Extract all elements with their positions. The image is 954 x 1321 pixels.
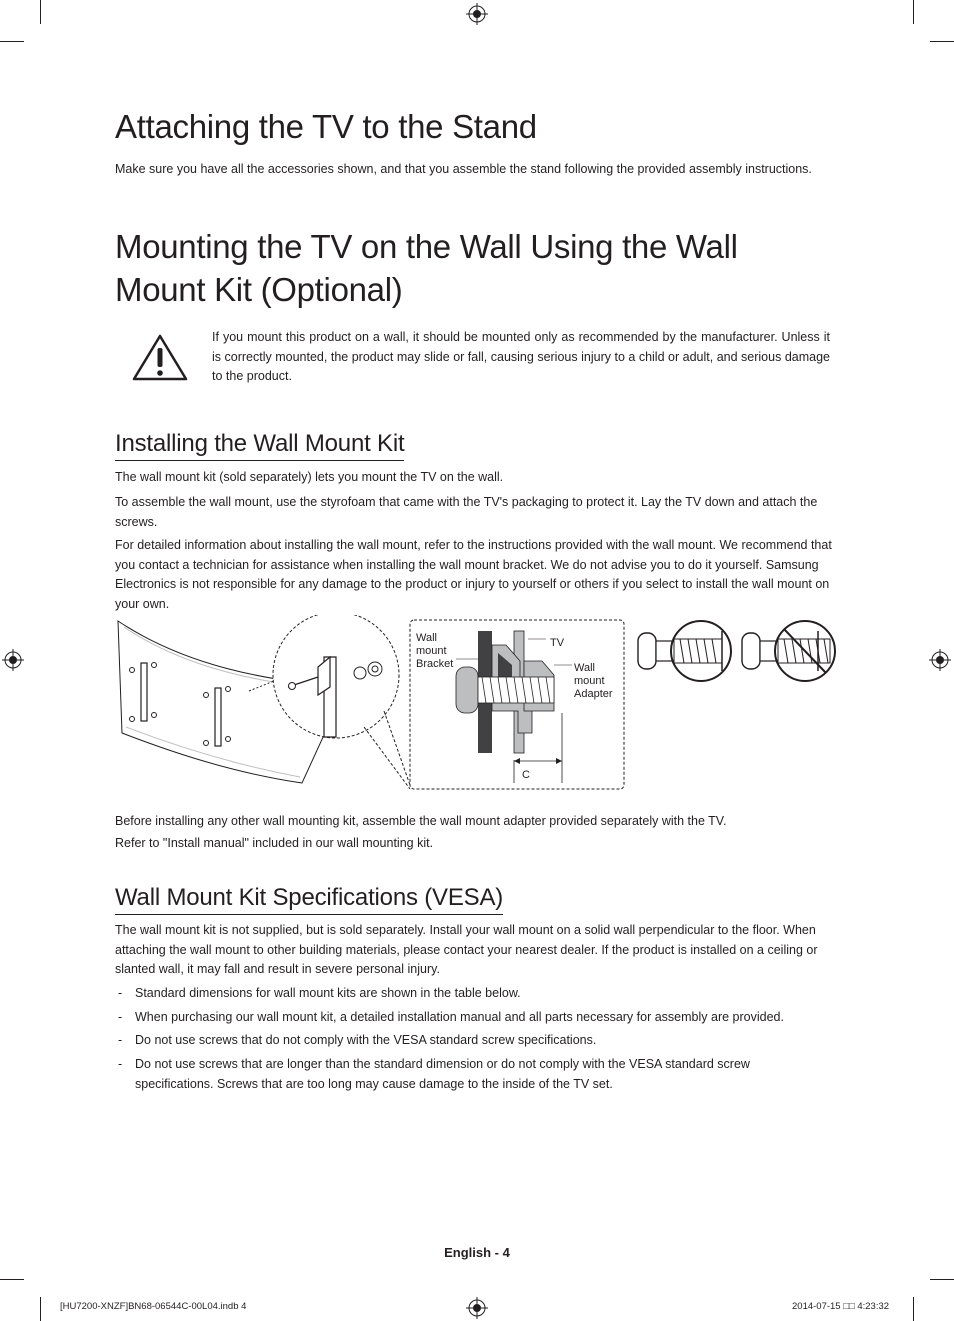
wall-mount-diagram xyxy=(114,615,874,795)
crop-mark xyxy=(40,0,41,24)
crop-mark xyxy=(913,0,914,24)
label-adapter-2: mount xyxy=(574,675,605,687)
bullet-dash: - xyxy=(118,1010,123,1024)
attach-description: Make sure you have all the accessories shown, and that you assemble the stand following the provided assembly instructions. xyxy=(115,162,812,176)
bullet-text: Standard dimensions for wall mount kits are shown in the table below. xyxy=(135,986,521,1000)
prohibited-screw-icon xyxy=(742,621,835,681)
crop-mark xyxy=(930,1279,954,1280)
correct-screw-icon xyxy=(638,621,731,681)
cross-section-illustration xyxy=(410,620,624,789)
print-footer-left: [HU7200-XNZF]BN68-06544C-00L04.indb 4 xyxy=(60,1301,247,1312)
section-title-line-1: Mounting the TV on the Wall Using the Wall xyxy=(115,228,738,265)
label-bracket-3: Bracket xyxy=(416,658,454,670)
registration-mark-icon xyxy=(929,649,951,671)
installing-paragraph-1: The wall mount kit (sold separately) lets you mount the TV on the wall. xyxy=(115,470,504,484)
crop-mark xyxy=(930,41,954,42)
crop-mark xyxy=(913,1297,914,1321)
installing-note-2: Refer to "Install manual" included in our wall mounting kit. xyxy=(115,836,434,850)
label-c: C xyxy=(522,769,530,781)
label-bracket-1: Wall xyxy=(416,632,437,644)
registration-mark-icon xyxy=(466,3,488,25)
installing-paragraph-3: For detailed information about installing the wall mount, refer to the instructions provided with the wall mount. We recommend that you contact a technician for assistance when installing the wall mount bracket. We do not advise you to do it yourself. Samsung Electronics is not responsible for any damage to the product or injury to yourself or others if you select to install the wall mount on your own. xyxy=(115,538,832,611)
print-footer-right: 2014-07-15 □□ 4:23:32 xyxy=(792,1301,890,1312)
section-title-line-2: Mount Kit (Optional) xyxy=(115,271,403,308)
bullet-dash: - xyxy=(118,986,123,1000)
bullet-dash: - xyxy=(118,1033,123,1047)
crop-mark xyxy=(0,41,24,42)
section-title-wall-mount xyxy=(115,225,738,311)
crop-mark xyxy=(40,1297,41,1321)
installing-note-1: Before installing any other wall mounting kit, assemble the wall mount adapter provided separately with the TV. xyxy=(115,814,727,828)
specs-heading: Wall Mount Kit Specifications (VESA) xyxy=(115,884,503,915)
page-number: English - 4 xyxy=(444,1245,510,1260)
bullet-dash: - xyxy=(118,1057,123,1071)
bullet-text: Do not use screws that do not comply with the VESA standard screw specifications. xyxy=(135,1033,597,1047)
list-item xyxy=(115,1008,840,1028)
installing-paragraph-2: To assemble the wall mount, use the styrofoam that came with the TV's packaging to protect it. Lay the TV down and attach the screws. xyxy=(115,495,818,529)
label-adapter-1: Wall xyxy=(574,662,595,674)
installing-heading: Installing the Wall Mount Kit xyxy=(115,430,404,461)
registration-mark-icon xyxy=(466,1297,488,1319)
bullet-text: Do not use screws that are longer than the standard dimension or do not comply with the VESA standard screw specifications. Screws that are too long may cause damage to the inside of the TV set. xyxy=(135,1057,750,1091)
label-adapter-3: Adapter xyxy=(574,688,613,700)
registration-mark-icon xyxy=(2,649,24,671)
warning-triangle-icon xyxy=(132,333,188,381)
specs-intro: The wall mount kit is not supplied, but is sold separately. Install your wall mount on a solid wall perpendicular to the floor. When attaching the wall mount to other building materials, please contact your nearest dealer. If the product is installed on a ceiling or slanted wall, it may fall and result in severe personal injury. xyxy=(115,923,818,976)
list-item xyxy=(115,1031,840,1051)
label-bracket-2: mount xyxy=(416,645,447,657)
list-item xyxy=(115,984,840,1004)
warning-text: If you mount this product on a wall, it should be mounted only as recommended by the manufacturer. Unless it is correctly mounted, the product may slide or fall, causing serious injury to a child or adult, and serious damage to the product. xyxy=(212,330,830,383)
crop-mark xyxy=(0,1279,24,1280)
bullet-text: When purchasing our wall mount kit, a detailed installation manual and all parts necessary for assembly are provided. xyxy=(135,1010,784,1024)
label-tv: TV xyxy=(550,637,565,649)
list-item xyxy=(115,1055,840,1095)
page-title: Attaching the TV to the Stand xyxy=(115,108,537,145)
